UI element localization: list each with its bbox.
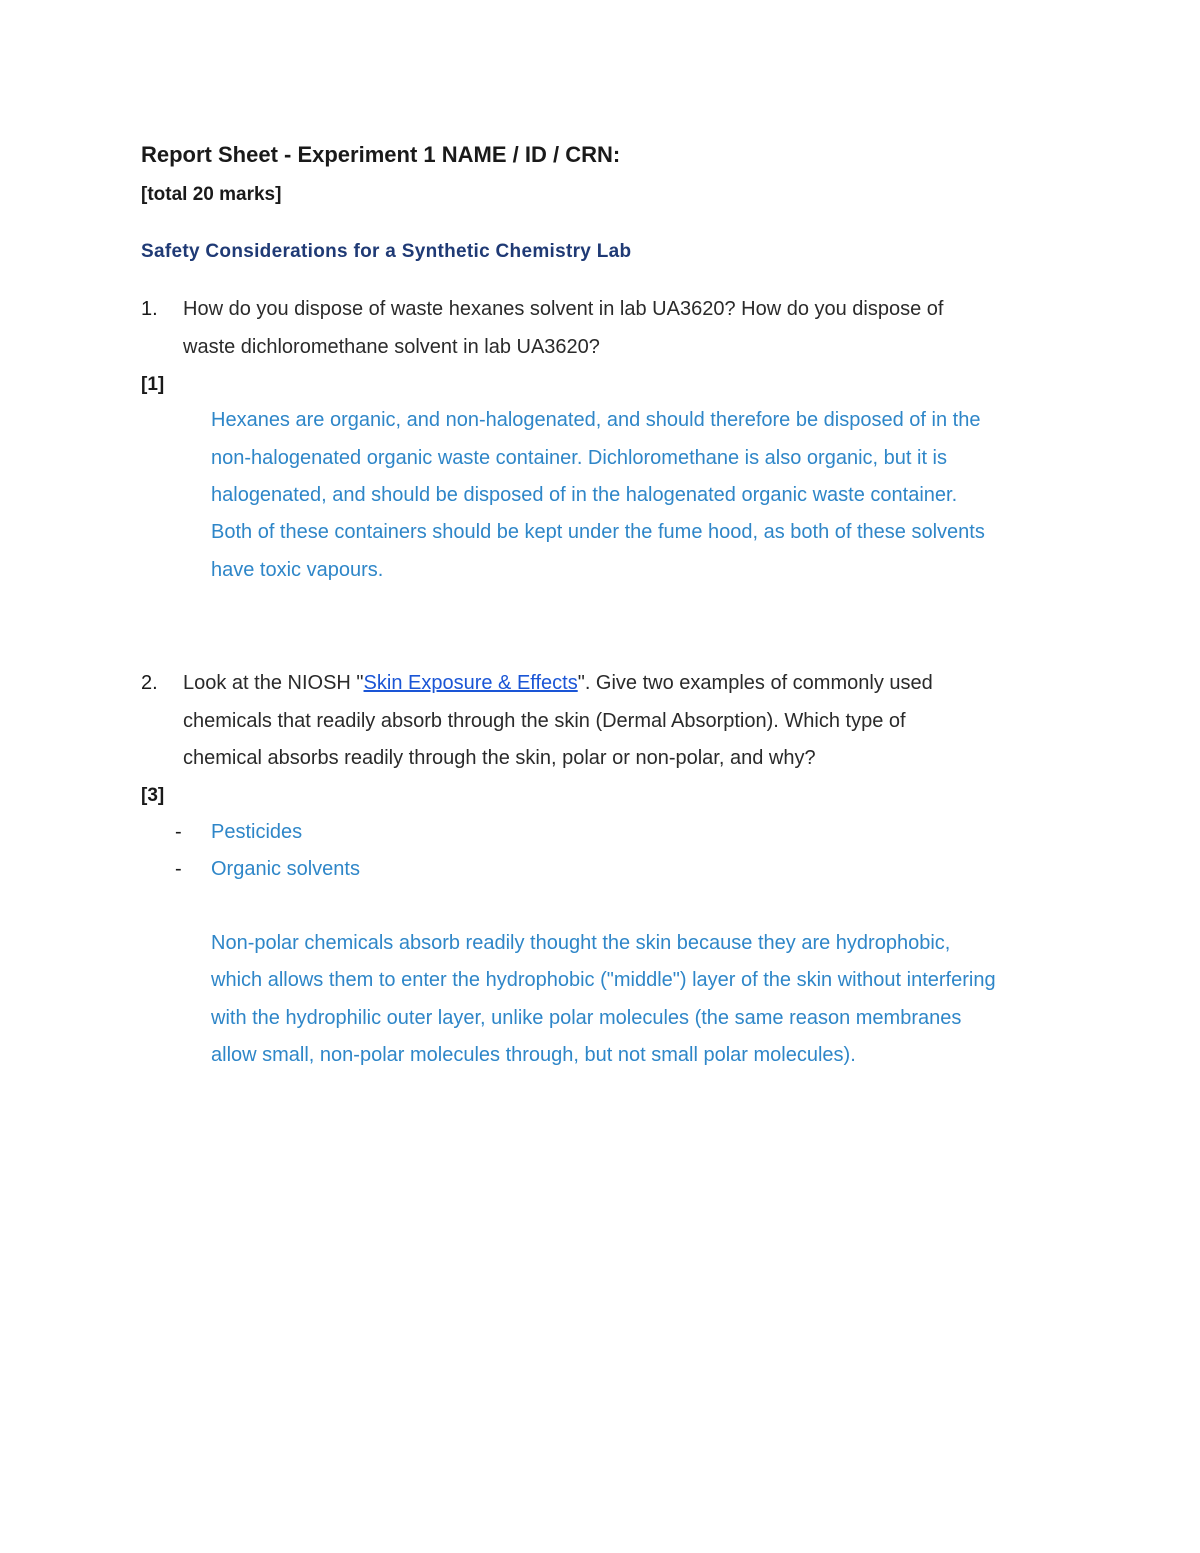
question-1-line-1: How do you dispose of waste hexanes solvent in lab UA3620? How do you dispose of — [183, 298, 944, 320]
answer-1-line-3: halogenated, and should be disposed of in the halogenated organic waste container. — [211, 484, 958, 506]
question-1-line-2: waste dichloromethane solvent in lab UA3620? — [183, 336, 600, 358]
answer-2-line-1: Non-polar chemicals absorb readily thought the skin because they are hydrophobic, — [211, 932, 951, 954]
question-2-line-1 — [183, 672, 933, 695]
total-marks: [total 20 marks] — [141, 184, 282, 205]
question-2-marks: [3] — [141, 785, 165, 806]
answer-2-line-2: which allows them to enter the hydrophobic ("middle") layer of the skin without interfering — [211, 969, 996, 991]
answer-2-line-3: with the hydrophilic outer layer, unlike polar molecules (the same reason membranes — [211, 1007, 962, 1029]
skin-exposure-link[interactable]: Skin Exposure & Effects — [363, 672, 578, 694]
question-2-line-1-post: ". Give two examples of commonly used — [577, 672, 933, 694]
bullet-organic-solvents: Organic solvents — [211, 858, 360, 880]
question-2-line-1-pre: Look at the NIOSH " — [183, 672, 364, 694]
document-title: Report Sheet - Experiment 1 NAME / ID / CRN: — [141, 142, 621, 167]
question-2-number: 2. — [141, 672, 158, 694]
bullet-dash-2: - — [175, 858, 182, 880]
question-1-number: 1. — [141, 298, 158, 320]
bullet-dash-1: - — [175, 821, 182, 843]
answer-1-line-2: non-halogenated organic waste container. Dichloromethane is also organic, but it is — [211, 447, 947, 469]
answer-2-line-4: allow small, non-polar molecules through, but not small polar molecules). — [211, 1044, 856, 1066]
answer-1-line-1: Hexanes are organic, and non-halogenated, and should therefore be disposed of in the — [211, 409, 981, 431]
question-1-marks: [1] — [141, 374, 165, 395]
question-2-line-2: chemicals that readily absorb through the skin (Dermal Absorption). Which type of — [183, 710, 906, 732]
answer-1-line-5: have toxic vapours. — [211, 559, 384, 581]
question-2-line-3: chemical absorbs readily through the skin, polar or non-polar, and why? — [183, 747, 816, 769]
section-heading: Safety Considerations for a Synthetic Chemistry Lab — [141, 241, 632, 262]
answer-1-line-4: Both of these containers should be kept under the fume hood, as both of these solvents — [211, 521, 985, 543]
bullet-pesticides: Pesticides — [211, 821, 303, 843]
